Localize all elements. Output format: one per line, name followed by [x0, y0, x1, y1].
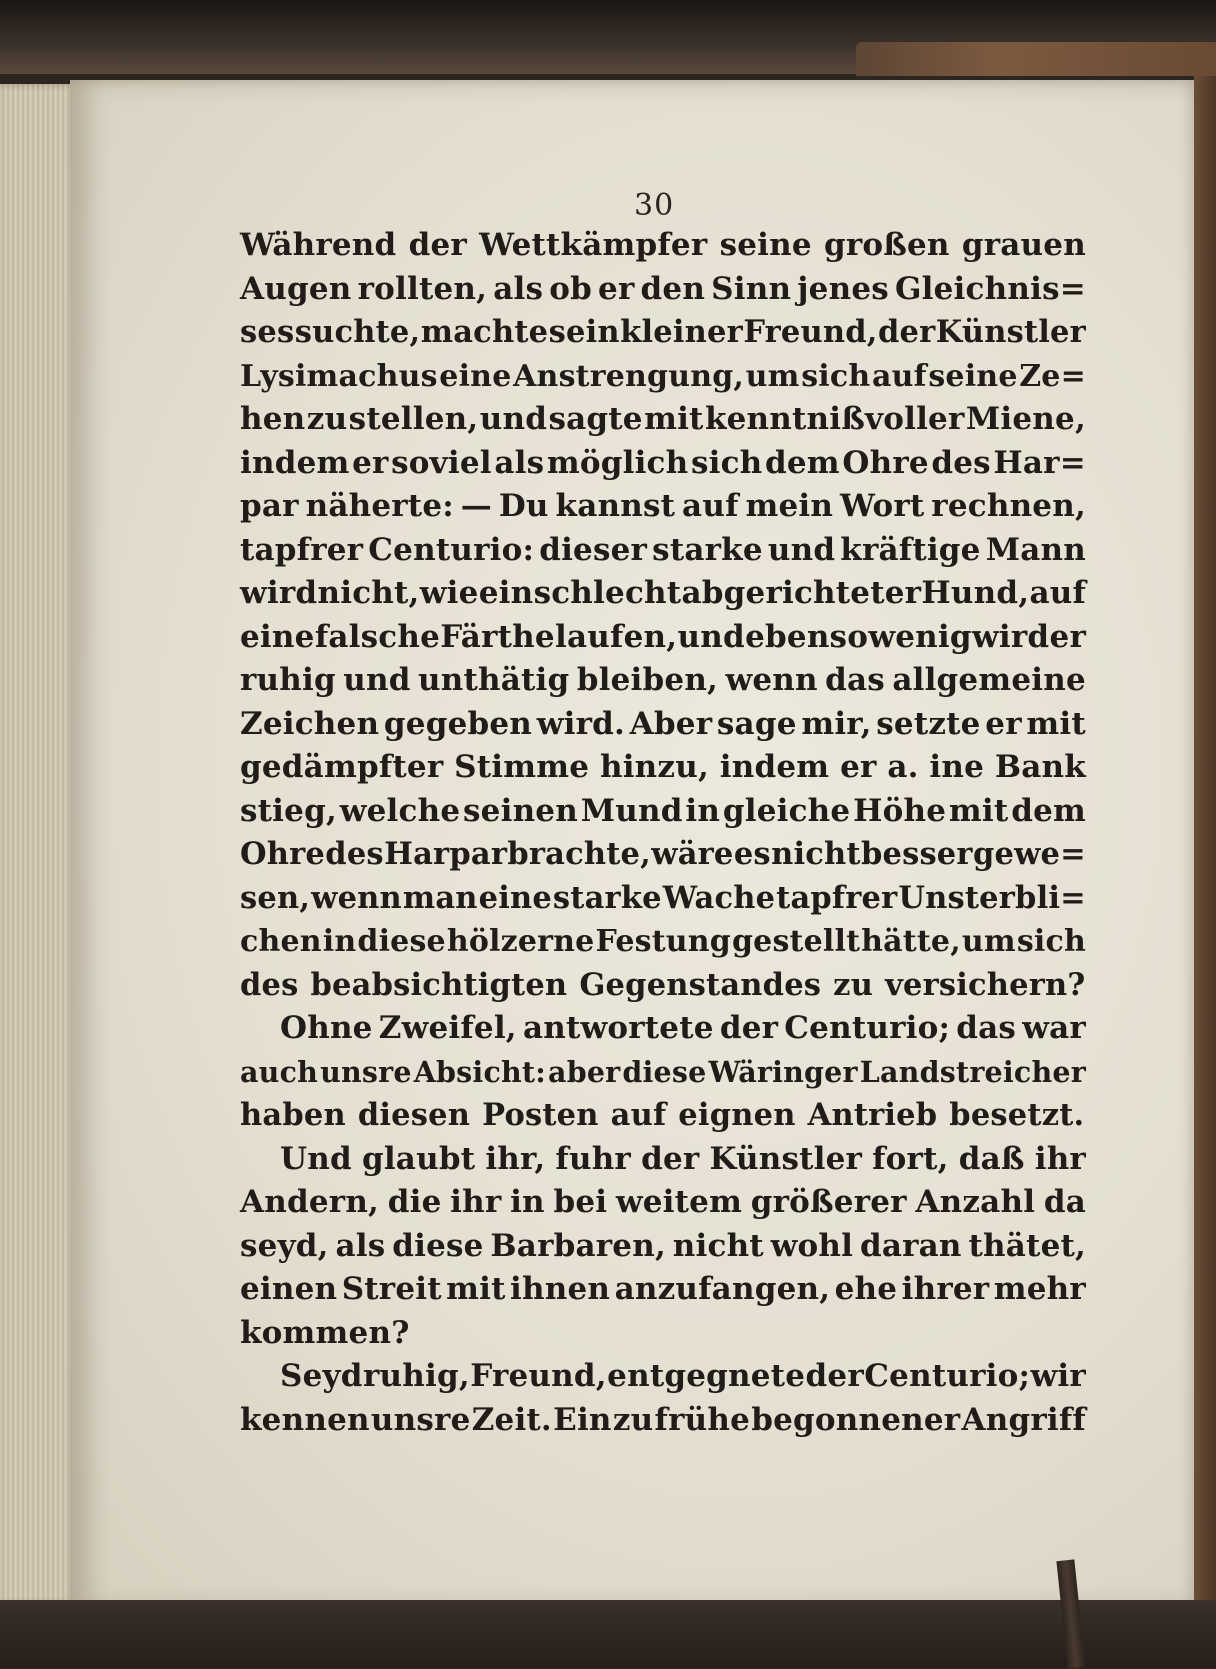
text-line: ses suchte, machte sein kleiner Freund, der Künstler [240, 314, 1086, 350]
text-line: auch unsre Absicht: aber diese Wäringer Landstreicher [240, 1054, 1086, 1089]
text-line: Lysimachus eine Anstrengung, um sich auf seine Ze= [240, 358, 1086, 394]
text-line: hen zu stellen, und sagte mit kenntnißvoller Miene, [240, 401, 1086, 437]
text-line: Seyd ruhig, Freund, entgegnete der Centurio; wir [280, 1358, 1086, 1394]
text-line: kennen unsre Zeit. Ein zu frühe begonnener Angriff [240, 1401, 1086, 1438]
text-line: gedämpfter Stimme hinzu, indem er a. ine Bank [240, 749, 1086, 785]
page-stack-edges [0, 84, 78, 1604]
book-cover-right [1194, 76, 1216, 1606]
text-line: stieg, welche seinen Mund in gleiche Höhe mit dem [240, 792, 1086, 829]
text-line: ruhig und unthätig bleiben, wenn das allgemeine [240, 662, 1086, 698]
text-line: sen, wenn man eine starke Wache tapfrer Unsterbli= [240, 879, 1086, 916]
text-line: Andern, die ihr in bei weitem größerer Anzahl da [240, 1184, 1086, 1220]
text-line: chen in diese hölzerne Festung gestellt hätte, um sich [240, 924, 1086, 959]
text-line: wird nicht, wie ein schlecht abgerichteter Hund, auf [240, 575, 1086, 611]
text-line: des beabsichtigten Gegenstandes zu versichern? [240, 966, 1086, 1003]
text-line: eine falsche Färthe laufen, und ebenso wenig wird er [240, 618, 1086, 655]
text-line: kommen? [240, 1314, 410, 1351]
text-line: Augen rollten, als ob er den Sinn jenes Gleichnis= [240, 270, 1086, 307]
page-text-block [240, 224, 1086, 1442]
text-line: seyd, als diese Barbaren, nicht wohl daran thätet, [240, 1227, 1086, 1264]
text-line: einen Streit mit ihnen anzufangen, ehe ihrer mehr [240, 1271, 1086, 1307]
text-line: Während der Wettkämpfer seine großen grauen [240, 227, 1086, 263]
text-line: tapfrer Centurio: dieser starke und kräftige Mann [240, 531, 1086, 568]
page-number: 30 [634, 188, 675, 223]
text-line: par näherte: — Du kannst auf mein Wort rechnen, [240, 488, 1086, 524]
book-bottom-shadow [0, 1600, 1216, 1668]
text-line: Ohne Zweifel, antwortete der Centurio; das war [280, 1010, 1086, 1046]
book-cover-edge [856, 42, 1216, 76]
text-line: Zeichen gegeben wird. Aber sage mir, setzte er mit [240, 705, 1086, 742]
text-line: haben diesen Posten auf eignen Antrieb besetzt. [240, 1097, 1085, 1133]
text-line: Ohre des Harpar brachte, wäre es nicht besser gewe= [240, 836, 1086, 872]
text-line: Und glaubt ihr, fuhr der Künstler fort, daß ihr [280, 1140, 1086, 1177]
text-line: indem er soviel als möglich sich dem Ohre des Har= [240, 444, 1086, 481]
